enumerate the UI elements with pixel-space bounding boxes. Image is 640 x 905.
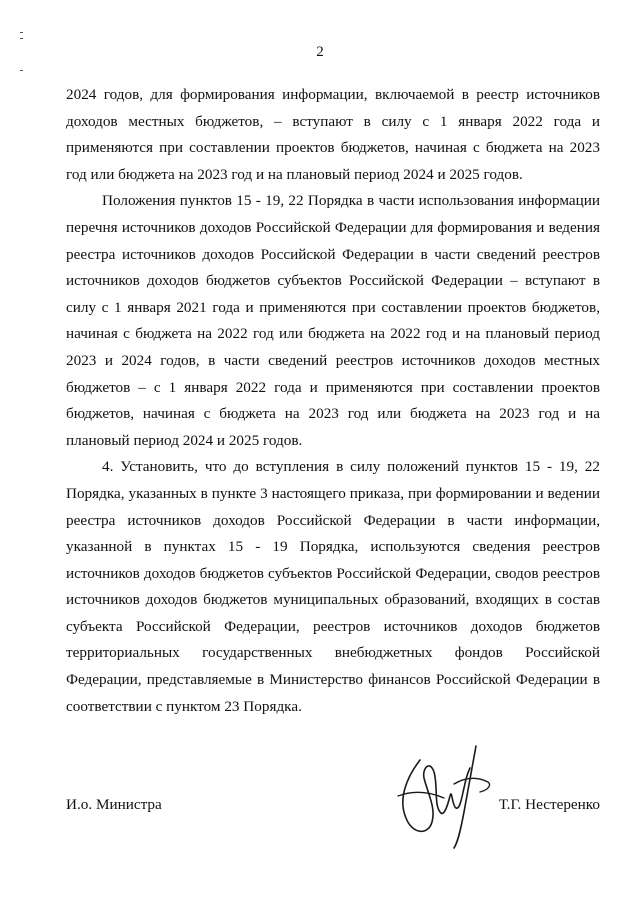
margin-mark xyxy=(20,38,23,39)
margin-mark xyxy=(20,70,23,71)
document-body xyxy=(66,82,600,720)
signature-block xyxy=(66,796,600,826)
paragraph-continuation: 2024 годов, для формирования информации, включаемой в реестр источников доходов местных бюджетов, – вступают в силу с 1 января 2022 года и применяются при составлении проектов бюджетов, начиная с бюджета на 2023 год или бюджета на 2023 год и на плановый период 2024 и 2025 годов. xyxy=(66,86,600,183)
paragraph-item-4: 4. Установить, что до вступления в силу положений пунктов 15 - 19, 22 Порядка, указанных в пункте 3 настоящего приказа, при формировании и ведении реестра источников доходов Российской Федерации в части информации, указанной в пунктах 15 - 19 Порядка, используются сведения реестров источников доходов бюджетов субъектов Российской Федерации, сводов реестров источников доходов бюджетов муниципальных образований, входящих в состав субъекта Российской Федерации, реестров источников доходов бюджетов территориальных государственных внебюджетных фондов Российской Федерации, представляемые в Министерство финансов Российской Федерации в соответствии с пунктом 23 Порядка. xyxy=(66,458,600,715)
signatory-name: Т.Г. Нестеренко xyxy=(498,796,600,813)
signatory-title: И.о. Министра xyxy=(66,796,162,813)
margin-mark xyxy=(20,32,23,33)
handwritten-signature xyxy=(384,738,496,850)
paragraph-provisions: Положения пунктов 15 - 19, 22 Порядка в части использования информации перечня источников доходов Российской Федерации для формирования и ведения реестра источников доходов Российской Федерации в части сведений реестров источников доходов бюджетов субъектов Российской Федерации – вступают в силу с 1 января 2021 года и применяются при составлении проектов бюджетов, начиная с бюджета на 2022 год или бюджета на 2022 год и на плановый период 2023 и 2024 годов, в части сведений реестров источников доходов местных бюджетов – с 1 января 2022 года и применяются при составлении проектов бюджетов, начиная с бюджета на 2023 год или бюджета на 2023 год и на плановый период 2024 и 2025 годов. xyxy=(66,192,600,449)
page-number: 2 xyxy=(316,44,324,60)
